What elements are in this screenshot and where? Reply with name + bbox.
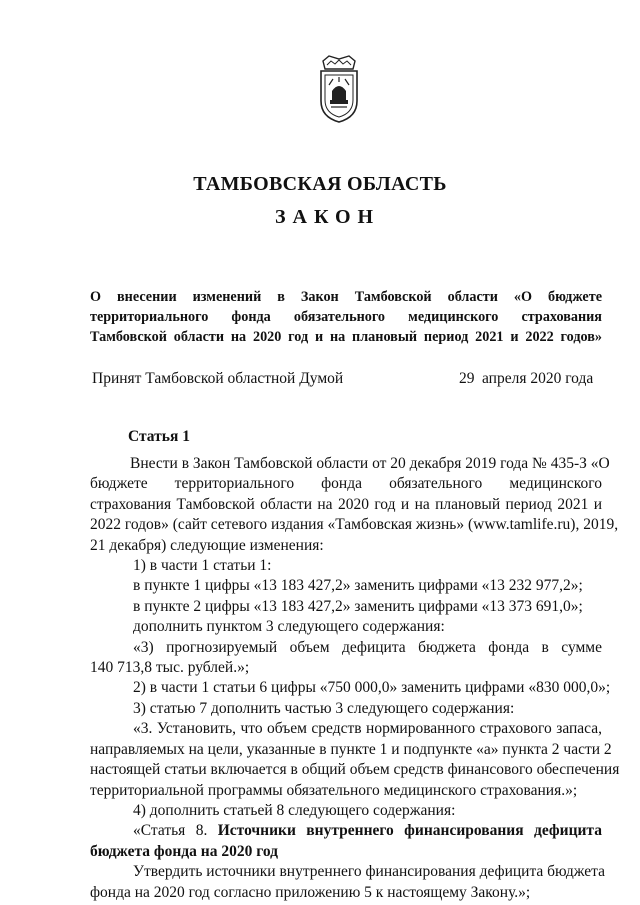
paragraph-line: Утвердить источники внутреннего финансирования дефицита бюджета (133, 863, 605, 881)
new-article-title: Источники внутреннего финансирования дефицита (217, 822, 602, 840)
paragraph-line: страхования Тамбовской области на 2020 год и на плановый период 2021 и (90, 495, 602, 513)
paragraph-line: 1) в части 1 статьи 1: (133, 557, 272, 575)
law-title (90, 287, 602, 347)
region-name: ТАМБОВСКАЯ ОБЛАСТЬ (193, 173, 447, 195)
law-title-line: О внесении изменений в Закон Тамбовской области «О бюджете (90, 289, 602, 305)
paragraph-line: территориальной программы обязательного медицинского страхования.»; (90, 781, 578, 799)
article-body (90, 454, 620, 903)
adoption-day: 29 (459, 370, 475, 387)
paragraph-line: 3) статью 7 дополнить частью 3 следующего содержания: (133, 699, 515, 717)
paragraph-line (90, 821, 602, 841)
paragraph-line: настоящей статьи включается в общий объем средств финансового обеспечения (90, 761, 620, 779)
paragraph-line: бюджете территориального фонда обязательного медицинского (90, 475, 602, 493)
paragraph-line: дополнить пунктом 3 следующего содержания: (133, 618, 445, 636)
new-article-label: «Статья 8. (133, 822, 208, 840)
tambov-coat-of-arms-icon (317, 55, 361, 123)
paragraph-line: 2) в части 1 статьи 6 цифры «750 000,0» заменить цифрами «830 000,0»; (133, 679, 611, 697)
adoption-month-year: апреля 2020 года (482, 370, 594, 387)
paragraph-line: 4) дополнить статьей 8 следующего содержания: (133, 801, 456, 819)
paragraph-line: в пункте 1 цифры «13 183 427,2» заменить цифрами «13 232 977,2»; (133, 577, 583, 595)
document-type: ЗАКОН (274, 206, 381, 228)
article-heading: Статья 1 (128, 428, 190, 445)
law-title-line: территориального фонда обязательного медицинского страхования (90, 309, 602, 325)
paragraph-line: направляемых на цели, указанные в пункте 1 и подпункте «а» пункта 2 части 2 (90, 740, 612, 758)
paragraph-line: «3) прогнозируемый объем дефицита бюджета фонда в сумме (133, 638, 602, 656)
law-title-line: Тамбовской области на 2020 год и на плановый период 2021 и 2022 годов» (90, 329, 602, 345)
paragraph-line: фонда на 2020 год согласно приложению 5 к настоящему Закону.»; (90, 883, 531, 901)
paragraph-line: 21 декабря) следующие изменения: (90, 536, 324, 554)
adoption-text: Принят Тамбовской областной Думой (92, 370, 344, 387)
paragraph-line: в пункте 2 цифры «13 183 427,2» заменить цифрами «13 373 691,0»; (133, 597, 583, 615)
paragraph-line: бюджета фонда на 2020 год (90, 842, 278, 860)
paragraph-line: 2022 годов» (сайт сетевого издания «Тамбовская жизнь» (www.tamlife.ru), 2019, (90, 516, 619, 534)
paragraph-line: 140 713,8 тыс. рублей.»; (90, 659, 250, 677)
paragraph-line: Внести в Закон Тамбовской области от 20 декабря 2019 года № 435-З «О (130, 455, 610, 472)
paragraph-line: «3. Установить, что объем средств нормированного страхового запаса, (133, 720, 602, 738)
